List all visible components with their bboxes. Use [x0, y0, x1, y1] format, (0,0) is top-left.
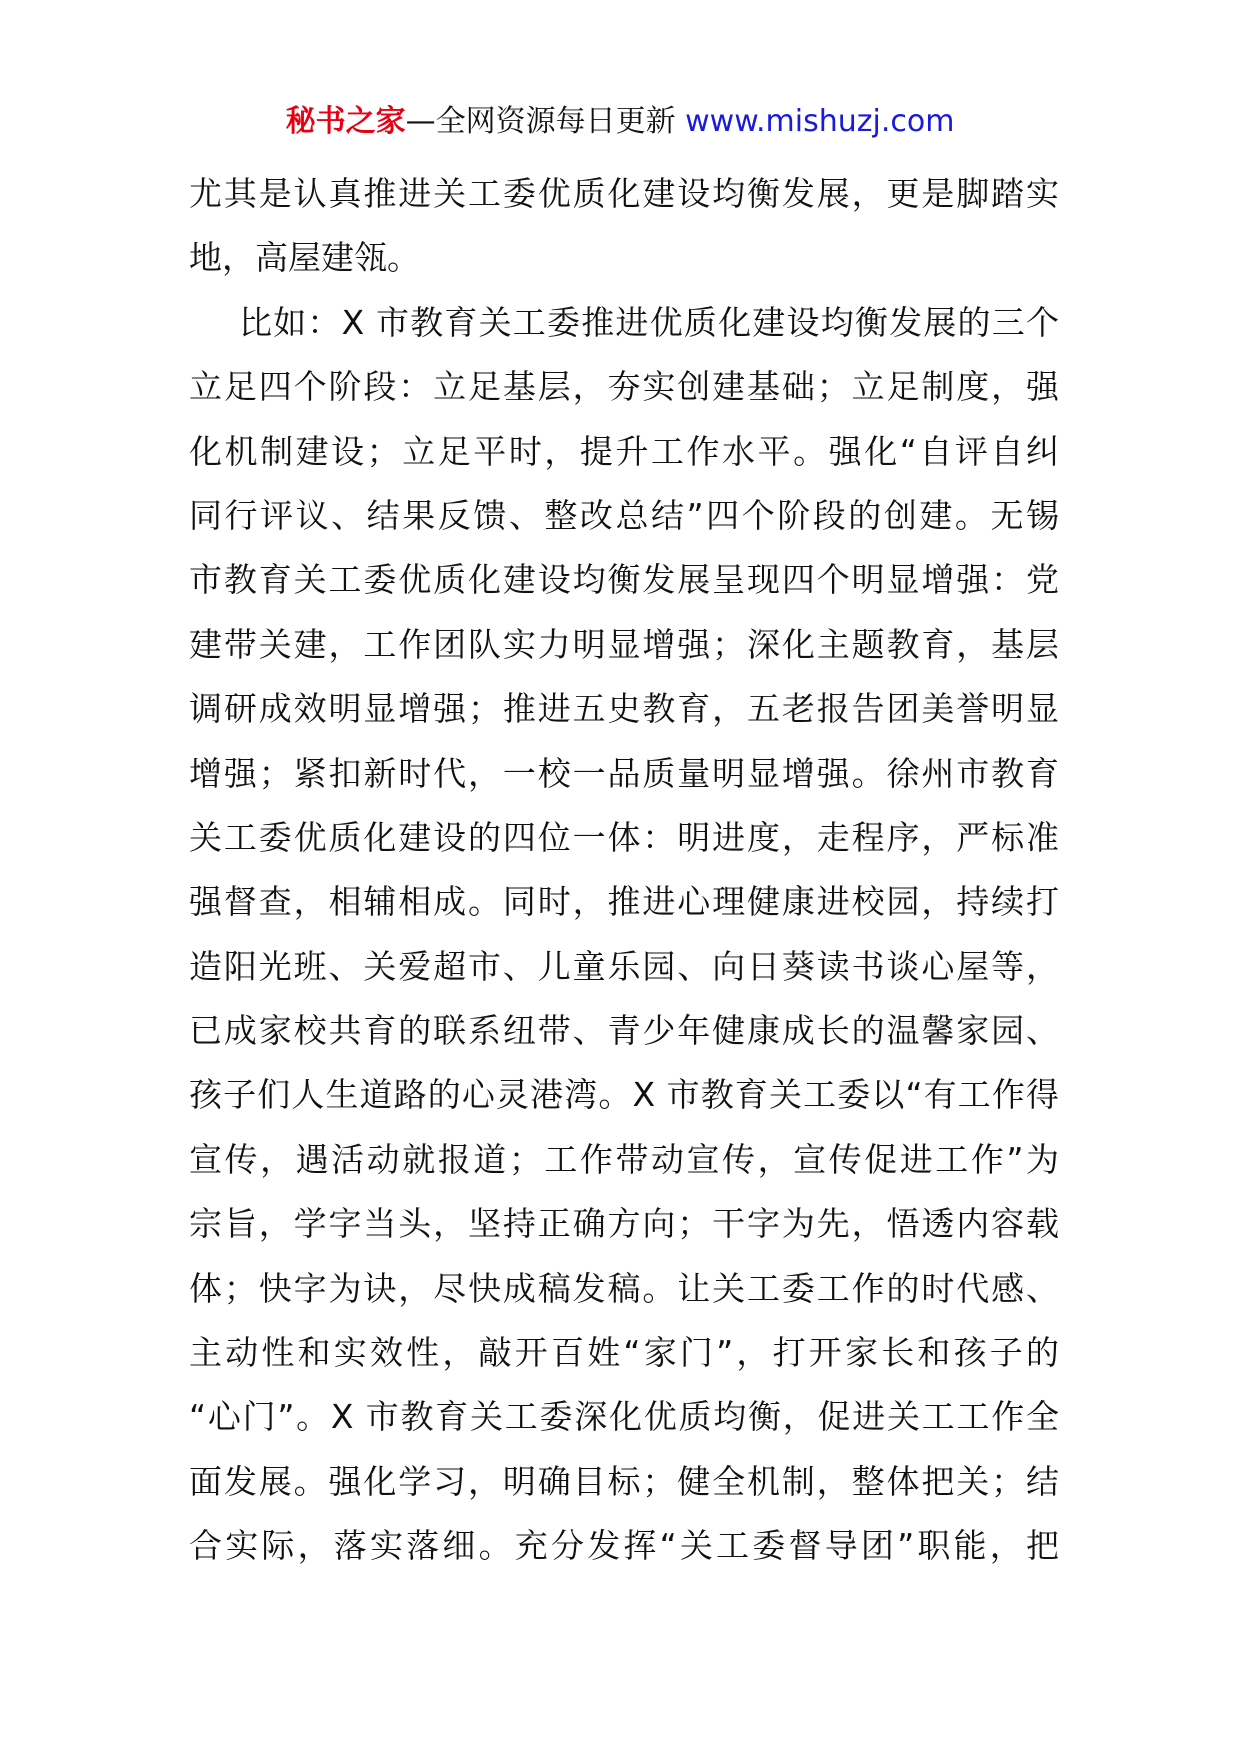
text-line: 增强；紧扣新时代，一校一品质量明显增强。徐州市教育 [189, 753, 1059, 793]
text-line: 宣传，遇活动就报道；工作带动宣传，宣传促进工作”为 [189, 1139, 1059, 1179]
text-line: 立足四个阶段：立足基层，夯实创建基础；立足制度，强 [189, 367, 1059, 407]
text-line: 孩子们人生道路的心灵港湾。X 市教育关工委以“有工作得 [189, 1075, 1059, 1115]
text-line: 宗旨，学字当头，坚持正确方向；干字为先，悟透内容载 [189, 1204, 1059, 1244]
text-line: 市教育关工委优质化建设均衡发展呈现四个明显增强：党 [189, 560, 1059, 600]
text-line: 建带关建，工作团队实力明显增强；深化主题教育，基层 [189, 624, 1059, 664]
text-line: 合实际，落实落细。充分发挥“关工委督导团”职能，把 [189, 1526, 1059, 1566]
text-line: 造阳光班、关爱超市、儿童乐园、向日葵读书谈心屋等， [189, 946, 1059, 986]
document-body [189, 162, 1059, 1579]
header-slogan: —全网资源每日更新 [405, 104, 676, 139]
text-line: 已成家校共育的联系纽带、青少年健康成长的温馨家园、 [189, 1011, 1059, 1051]
text-line: 面发展。强化学习，明确目标；健全机制，整体把关；结 [189, 1461, 1059, 1501]
paragraph-first-line: 比如：X 市教育关工委推进优质化建设均衡发展的三个 [239, 302, 1059, 342]
text-line: 主动性和实效性，敲开百姓“家门”，打开家长和孩子的 [189, 1333, 1059, 1373]
text-line: 地，高屋建瓴。 [189, 238, 420, 278]
text-line: 关工委优质化建设的四位一体：明进度，走程序，严标准 [189, 817, 1059, 857]
text-line: “心门”。X 市教育关工委深化优质均衡，促进关工工作全 [189, 1397, 1059, 1437]
page-header [0, 102, 1240, 142]
text-line: 体；快字为诀，尽快成稿发稿。让关工委工作的时代感、 [189, 1268, 1059, 1308]
website-link[interactable]: www.mishuzj.com [685, 104, 955, 139]
text-line: 尤其是认真推进关工委优质化建设均衡发展，更是脚踏实 [189, 174, 1059, 213]
text-line: 同行评议、结果反馈、整改总结”四个阶段的创建。无锡 [189, 495, 1059, 535]
text-line: 调研成效明显增强；推进五史教育，五老报告团美誉明显 [189, 689, 1059, 729]
text-line: 化机制建设；立足平时，提升工作水平。强化“自评自纠 [189, 431, 1059, 471]
text-line: 强督查，相辅相成。同时，推进心理健康进校园，持续打 [189, 882, 1059, 922]
brand-name: 秘书之家 [285, 104, 406, 139]
